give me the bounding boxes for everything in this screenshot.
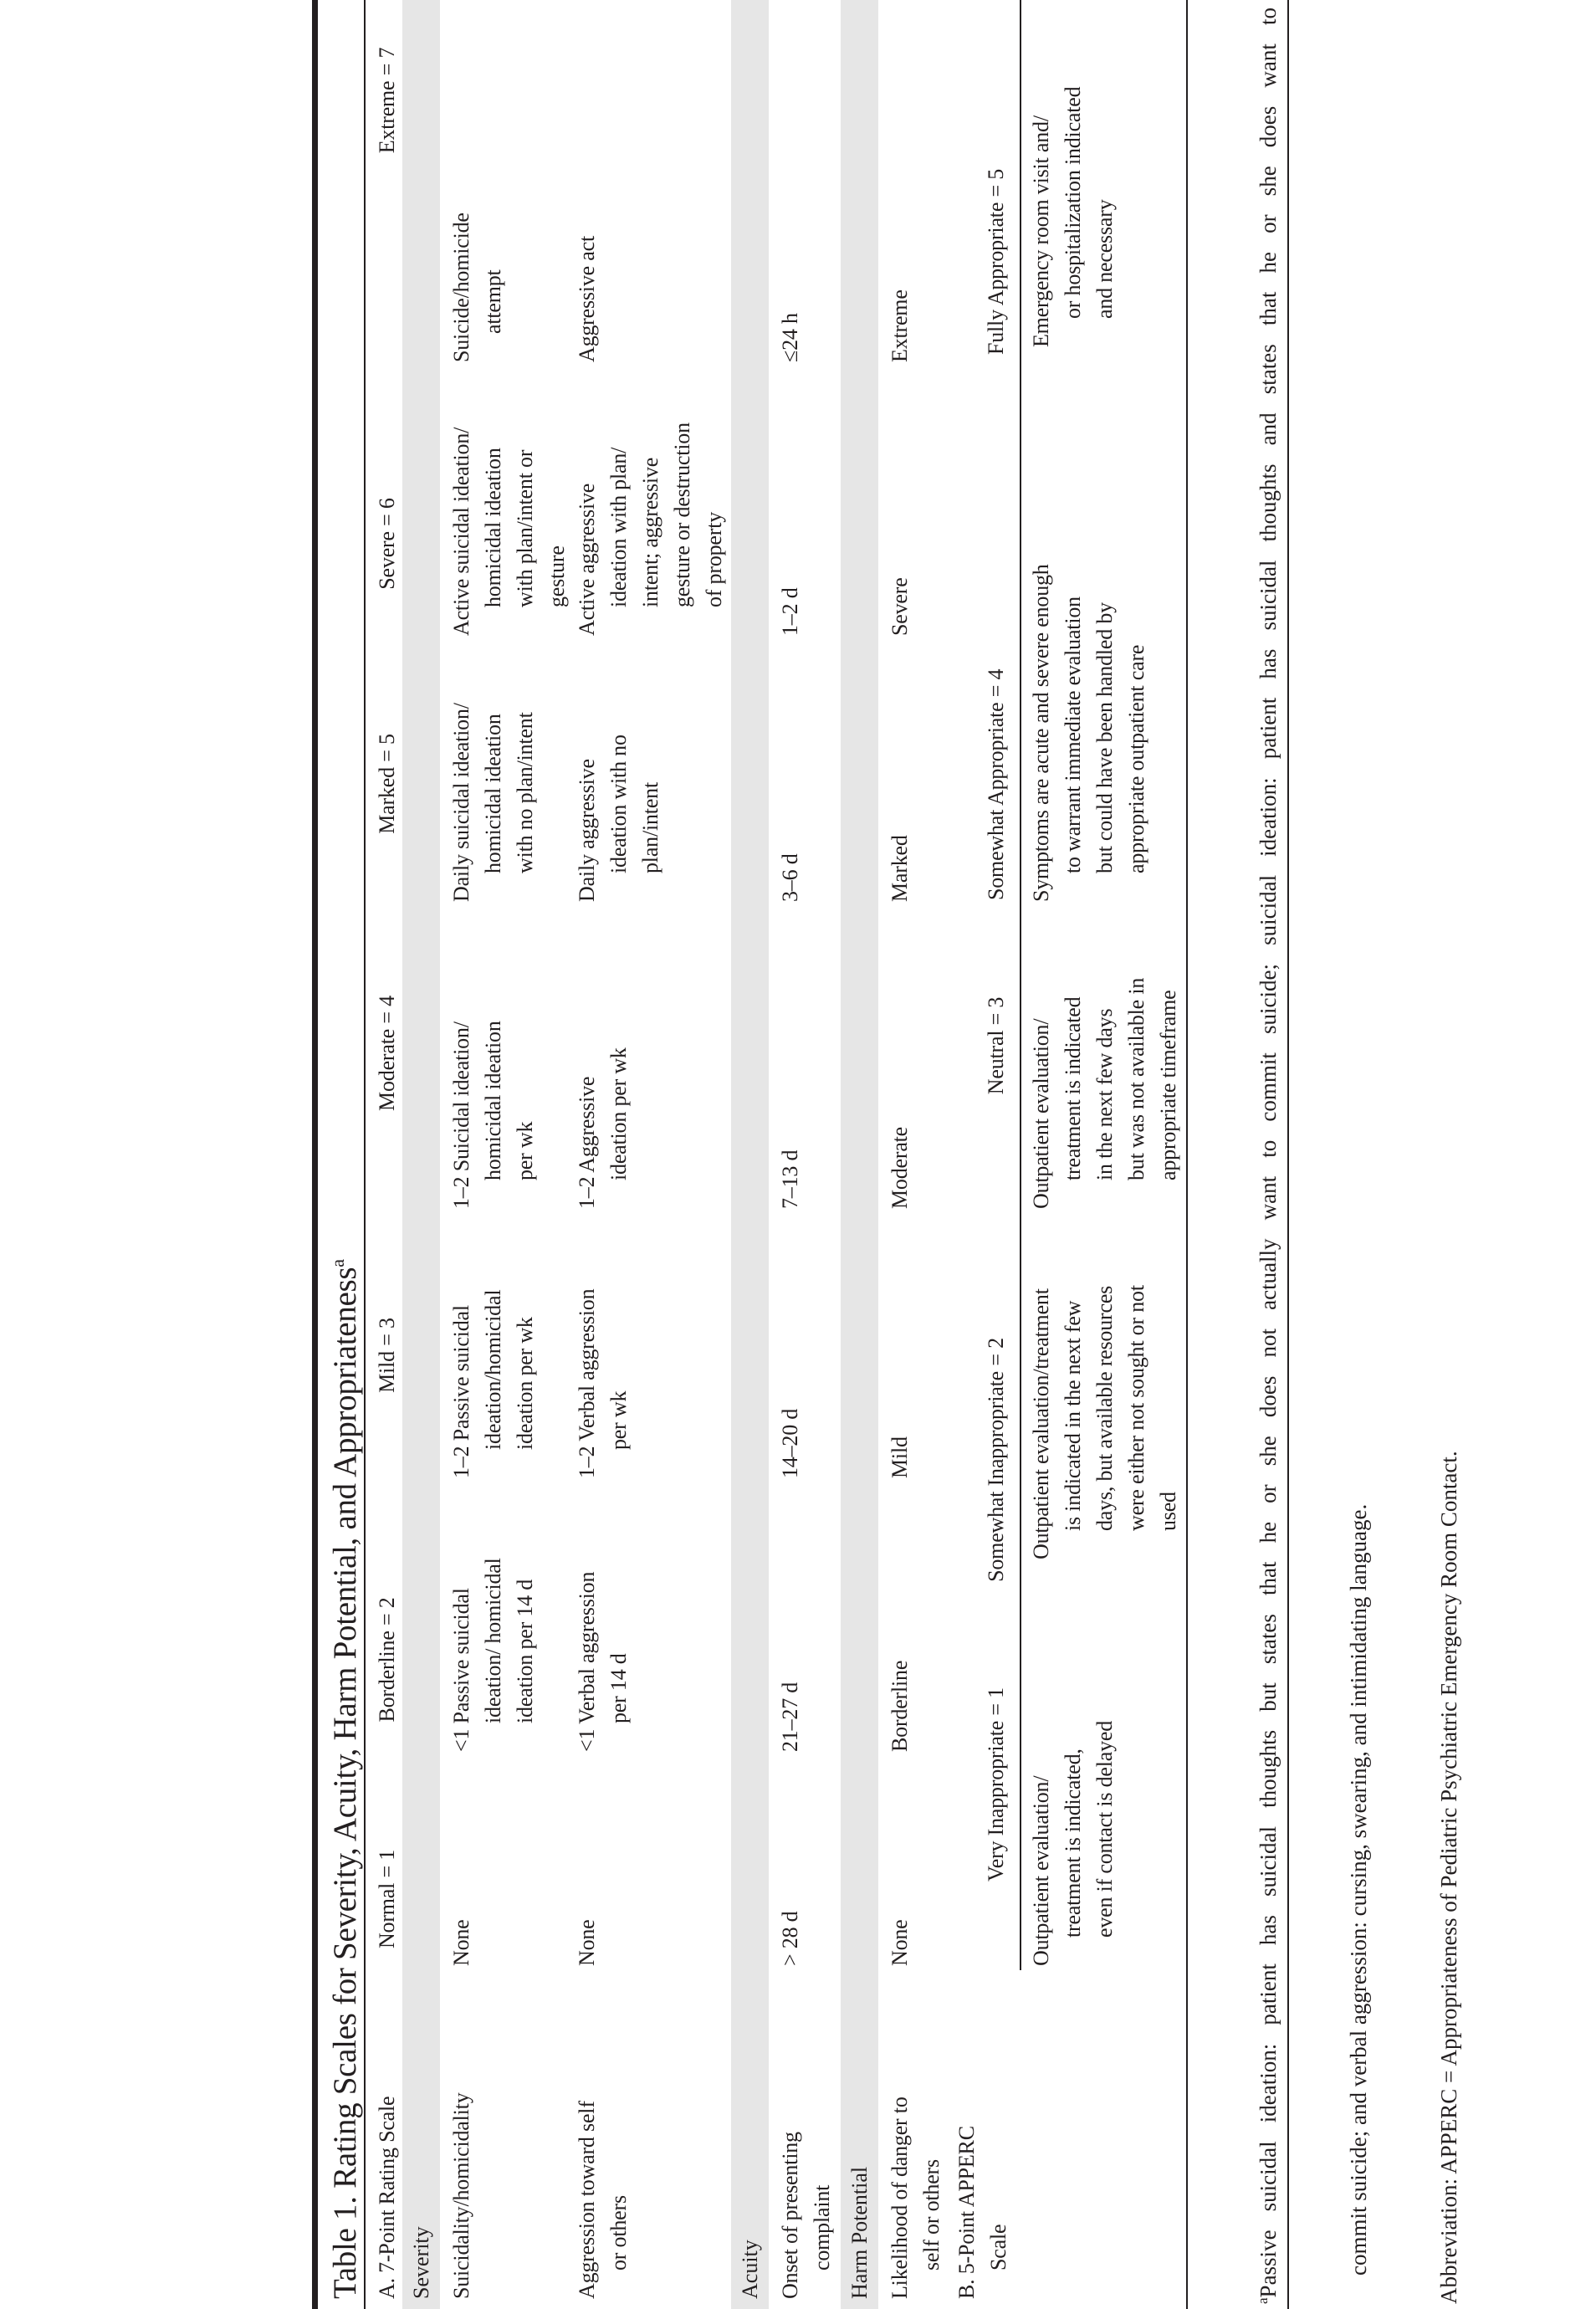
header-somewhat-inappropriate: Somewhat Inappropriate = 2 [984, 1338, 1008, 1582]
table-cell: 1–2 Passive suicidal ideation/homicidal ideation per wk [449, 1289, 537, 1478]
section-band-harm-potential [841, 0, 878, 2309]
row-label: Onset of presenting complaint [778, 2132, 834, 2299]
header-borderline: Borderline = 2 [375, 1597, 399, 1723]
table-title [327, 1259, 364, 2299]
scale-b-label: B. 5-Point APPERC Scale [954, 2126, 1010, 2299]
footnote-line-2: commit suicide; and verbal aggression: cursing, swearing, and intimidating language. [1346, 1503, 1371, 2276]
header-neutral: Neutral = 3 [984, 996, 1008, 1095]
table-cell: Outpatient evaluation/ treatment is indicated in the next few days but was not available in appropriate timeframe [1029, 977, 1180, 1209]
header-moderate: Moderate = 4 [375, 996, 399, 1111]
table-title-text: Table 1. Rating Scales for Severity, Acuity, Harm Potential, and Appropriateness [327, 1267, 363, 2299]
table-cell: Emergency room visit and/ or hospitalization indicated and necessary [1029, 86, 1117, 347]
table-cell: Borderline [888, 1660, 912, 1752]
table-cell: Moderate [888, 1126, 912, 1209]
table-cell: Outpatient evaluation/treatment is indicated in the next few days, but available resources were either not sought or not used [1029, 1285, 1180, 1559]
table-cell: Active suicidal ideation/ homicidal ideation with plan/intent or gesture [449, 427, 569, 636]
table-cell: None [449, 1919, 473, 1966]
header-mild: Mild = 3 [375, 1318, 399, 1393]
page-bottom-rule [1287, 0, 1289, 2309]
table-cell: 3–6 d [778, 853, 802, 902]
section-label-acuity: Acuity [738, 2240, 762, 2299]
table-cell: > 28 d [778, 1911, 802, 1966]
table-cell: Symptoms are acute and severe enough to warrant immediate evaluation but could have been handled by appropriate outpatient care [1029, 564, 1148, 902]
footnote-line-1 [1253, 8, 1283, 2304]
header-extreme: Extreme = 7 [375, 47, 399, 154]
table-cell: Suicide/homicide attempt [449, 212, 505, 362]
table-cell: <1 Verbal aggression per 14 d [575, 1571, 631, 1752]
table-cell: 21–27 d [778, 1682, 802, 1752]
title-rule [364, 0, 366, 2309]
scale-a-label: A. 7-Point Rating Scale [375, 2096, 399, 2299]
table-footnotes [1193, 8, 1524, 2304]
table-cell: Outpatient evaluation/ treatment is indicated, even if contact is delayed [1029, 1720, 1117, 1966]
section-band-severity [402, 0, 440, 2309]
table-cell: <1 Passive suicidal ideation/ homicidal ideation per 14 d [449, 1558, 537, 1752]
section-label-harm-potential: Harm Potential [847, 2166, 872, 2299]
section-label-severity: Severity [409, 2226, 433, 2299]
table-cell: 1–2 Aggressive ideation per wk [575, 1047, 631, 1209]
table-cell: 1–2 Verbal aggression per wk [575, 1288, 631, 1478]
footnote-abbreviation: Abbreviation: APPERC = Appropriateness of Pediatric Psychiatric Emergency Room Contact. [1436, 1451, 1461, 2304]
table-cell: Aggressive act [575, 236, 599, 362]
table-cell: 1–2 d [778, 587, 802, 636]
footnote-marker: a [1255, 2297, 1271, 2304]
header-normal: Normal = 1 [375, 1849, 399, 1949]
table-cell: Active aggressive ideation with plan/ intent; aggressive gesture or destruction of property [575, 422, 726, 636]
header-fully-appropriate: Fully Appropriate = 5 [984, 168, 1008, 356]
header-severe: Severe = 6 [375, 498, 399, 590]
table-cell: Mild [888, 1436, 912, 1478]
table-bottom-rule [1186, 0, 1188, 2309]
table-cell: None [888, 1919, 912, 1966]
table-cell: Daily aggressive ideation with no plan/intent [575, 735, 662, 902]
table-top-rule [312, 0, 318, 2309]
table-cell: None [575, 1919, 599, 1966]
row-label: Aggression toward self or others [575, 2101, 631, 2299]
header-somewhat-appropriate: Somewhat Appropriate = 4 [984, 668, 1008, 900]
table-cell: Daily suicidal ideation/ homicidal ideation with no plan/intent [449, 703, 537, 902]
footnote-line-1-text: Passive suicidal ideation: patient has suicidal thoughts but states that he or she does not actually want to commit suicide; suicidal ideation: patient has suicidal thoughts and states that he or she does want to [1256, 8, 1281, 2298]
header-marked: Marked = 5 [375, 734, 399, 834]
section-band-acuity [731, 0, 769, 2309]
row-label: Suicidality/homicidality [449, 2092, 473, 2299]
scale-b-header-rule [1020, 0, 1021, 1970]
header-very-inappropriate: Very Inappropriate = 1 [984, 1687, 1008, 1882]
row-label: Likelihood of danger to self or others [888, 2097, 944, 2299]
title-footnote-marker: a [327, 1259, 348, 1267]
table-cell: 1–2 Suicidal ideation/ homicidal ideation per wk [449, 1021, 537, 1209]
table-cell: Extreme [888, 289, 912, 362]
table-cell: Severe [888, 577, 912, 636]
table-cell: Marked [888, 835, 912, 902]
table-cell: 14–20 d [778, 1408, 802, 1478]
table-cell: 7–13 d [778, 1149, 802, 1209]
table-cell: ≤24 h [778, 313, 802, 362]
